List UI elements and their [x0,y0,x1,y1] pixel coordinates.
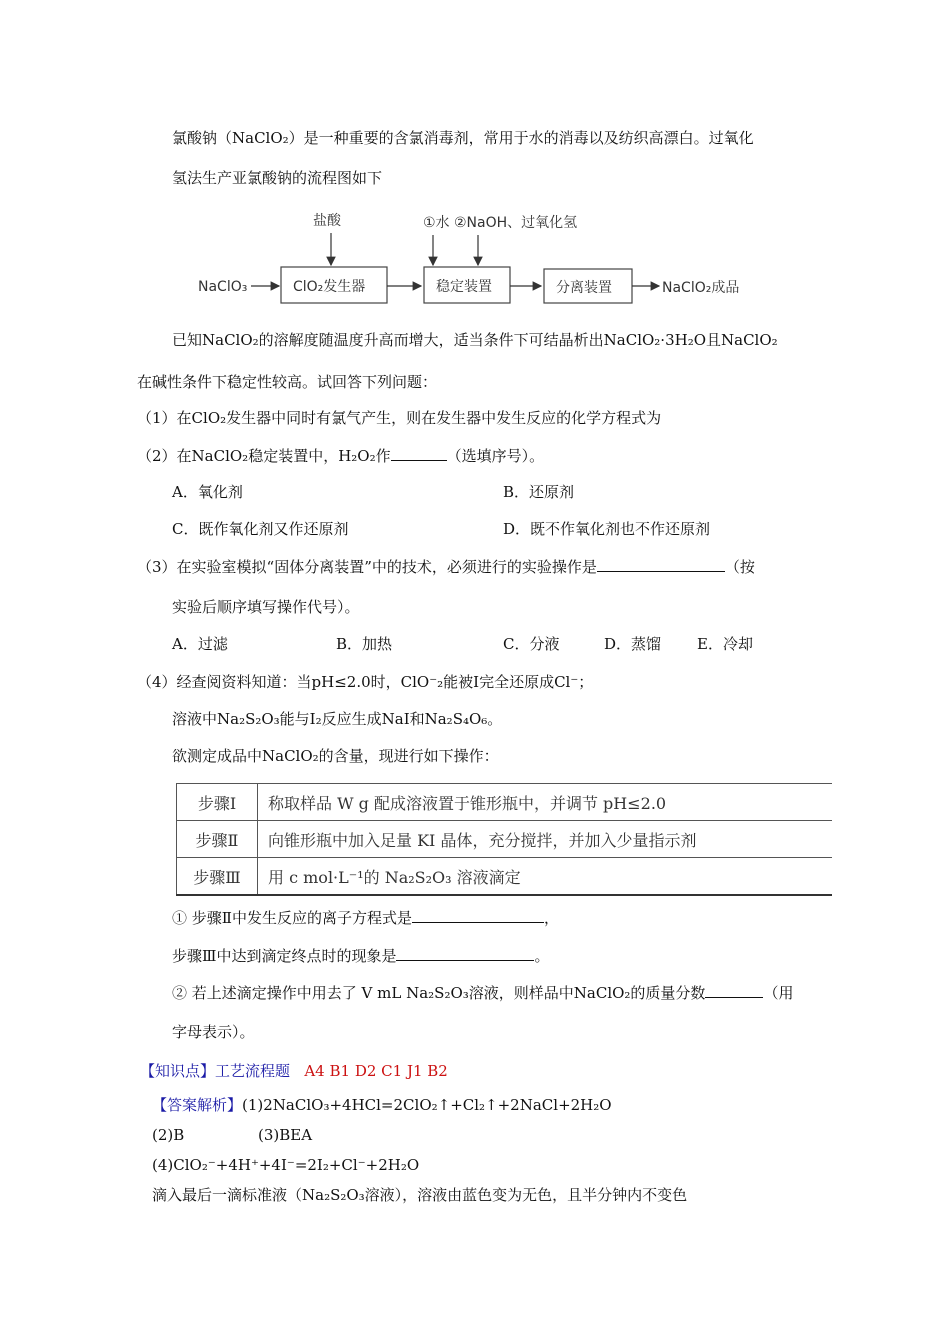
question-3-line-2: 实验后顺序填写操作代号）。 [172,598,360,616]
step-label: 步骤Ⅰ [177,784,258,821]
question-4-line-2: 溶液中Na₂S₂O₃能与I₂反应生成NaI和Na₂S₄O₆。 [172,710,503,728]
q2-option-a: A．氧化剂 [172,483,243,501]
process-flow-diagram [195,205,765,315]
step-text: 用 c mol·L⁻¹的 Na₂S₂O₃ 溶液滴定 [258,858,833,896]
sub-question-3-line-2: 字母表示）。 [172,1023,255,1041]
answer-blank[interactable] [396,945,534,961]
q2-option-d: D．既不作氧化剂也不作还原剂 [503,520,711,538]
step-label: 步骤Ⅱ [177,821,258,858]
q3-option-c: C．分液 [503,635,560,653]
sub-question-2: 步骤Ⅲ中达到滴定终点时的现象是 。 [172,947,550,965]
q2-option-b: B．还原剂 [503,483,575,501]
q2-option-c: C．既作氧化剂又作还原剂 [172,520,349,538]
answer-line-4: (4)ClO₂⁻+4H⁺+4I⁻=2I₂+Cl⁻+2H₂O [152,1156,420,1174]
question-4-line-1: （4）经查阅资料知道：当pH≤2.0时，ClO⁻₂能被I完全还原成Cl⁻； [137,673,594,691]
flow-output-product: NaClO₂成品 [662,280,740,296]
answer-line-1: 【答案解析】(1)2NaClO₃+4HCl=2ClO₂↑+Cl₂↑+2NaCl+2H₂O [152,1096,612,1114]
answer-line-5: 滴入最后一滴标准液（Na₂S₂O₃溶液），溶液由蓝色变为无色，且半分钟内不变色 [152,1186,688,1204]
step-label: 步骤Ⅲ [177,858,258,896]
q3-option-d: D．蒸馏 [604,635,662,653]
question-4-line-3: 欲测定成品中NaClO₂的含量，现进行如下操作： [172,747,499,765]
known-line-2: 在碱性条件下稳定性较高。试回答下列问题： [137,373,438,391]
intro-line-2: 氢法生产亚氯酸钠的流程图如下 [172,169,383,187]
answer-blank[interactable] [597,556,725,572]
knowledge-point [140,1061,448,1081]
answer-blank[interactable] [391,445,447,461]
answer-label: 【答案解析】 [152,1096,243,1114]
step-text: 向锥形瓶中加入足量 KI 晶体，充分搅拌，并加入少量指示剂 [258,821,833,858]
step-text: 称取样品 W g 配成溶液置于锥形瓶中，并调节 pH≤2.0 [258,784,833,821]
table-row [177,858,833,896]
table-row [177,784,833,821]
intro-line-1: 氯酸钠（NaClO₂）是一种重要的含氯消毒剂，常用于水的消毒以及纺织高漂白。过氧化 [172,129,754,147]
knowledge-codes: A4 B1 D2 C1 J1 B2 [304,1062,448,1080]
question-2: （2）在NaClO₂稳定装置中，H₂O₂作 （选填序号）。 [137,447,545,465]
q3-option-b: B．加热 [336,635,393,653]
answer-blank[interactable] [412,907,544,923]
q3-option-e: E．冷却 [697,635,753,653]
knowledge-label: 【知识点】 [140,1062,216,1080]
table-row [177,821,833,858]
known-line-1: 已知NaClO₂的溶解度随温度升高而增大，适当条件下可结晶析出NaClO₂·3H₂O且NaClO₂ [172,331,778,349]
flow-box-generator-label: ClO₂发生器 [293,279,366,295]
flow-box-separator-label: 分离装置 [556,280,612,296]
question-1: （1）在ClO₂发生器中同时有氯气产生，则在发生器中发生反应的化学方程式为 [137,409,662,427]
flow-input-naclo3: NaClO₃ [198,279,248,295]
flow-reagent-water-naoh: ①水 ②NaOH、过氧化氢 [423,215,578,231]
knowledge-topic: 工艺流程题 [215,1062,291,1080]
procedure-table [176,783,832,896]
sub-question-3: ② 若上述滴定操作中用去了 V mL Na₂S₂O₃溶液，则样品中NaClO₂的质量分数 （用 [172,984,794,1002]
question-3: （3）在实验室模拟“固体分离装置”中的技术，必须进行的实验操作是 （按 [137,558,755,576]
q3-option-a: A．过滤 [172,635,228,653]
flow-box-stabilizer-label: 稳定装置 [436,279,492,295]
answer-line-3: (3)BEA [258,1126,313,1144]
sub-question-1: ① 步骤Ⅱ中发生反应的离子方程式是 ， [172,909,559,927]
flow-reagent-hcl: 盐酸 [313,213,341,229]
answer-blank[interactable] [705,982,763,998]
answer-line-2: (2)B [152,1126,185,1144]
